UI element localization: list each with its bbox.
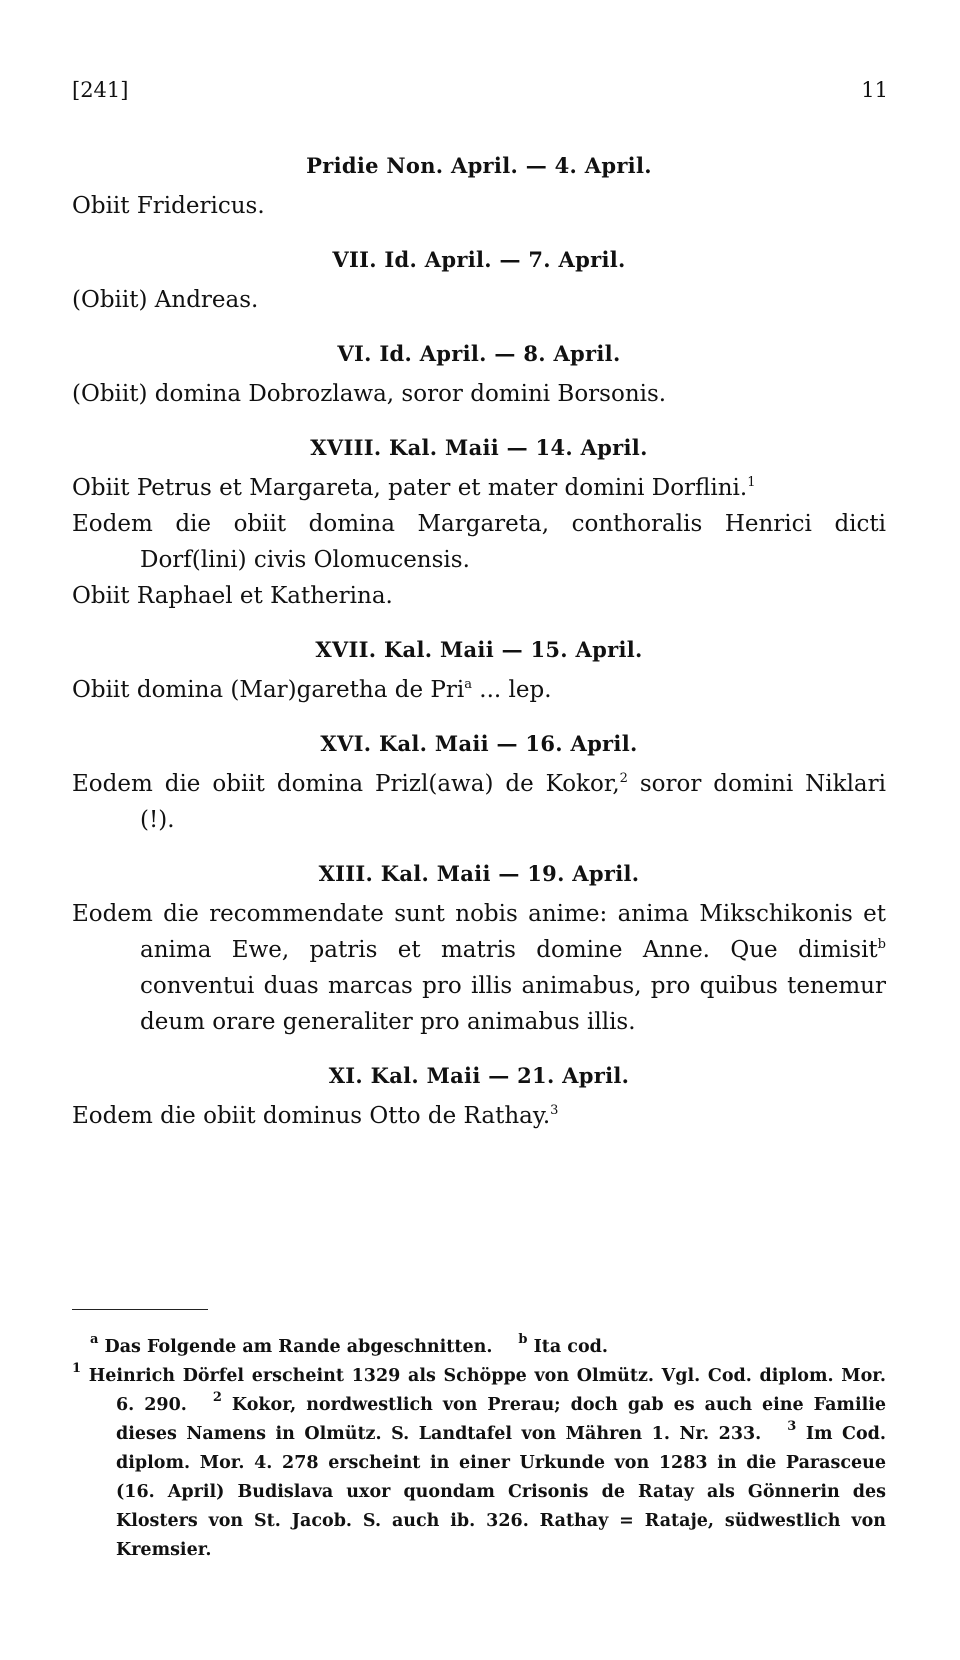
entry-line [72,1098,886,1134]
date-heading: XI. Kal. Maii — 21. April. [328,1063,630,1088]
entry-16-april [72,726,886,838]
entry-7-april [72,242,886,318]
footnote-mark: a [90,1332,99,1347]
entry-line: (Obiit) Andreas. [72,287,259,313]
footnotes [72,1333,886,1565]
entry-14-april [72,430,886,614]
entry-line [72,672,886,708]
entry-19-april [72,856,886,1040]
entry-21-april [72,1058,886,1134]
date-heading: XVI. Kal. Maii — 16. April. [320,731,638,756]
footnote-text: Ita cod. [533,1337,608,1357]
footnote-ref: a [464,677,472,692]
entry-text: Obiit domina (Mar)garetha de Pri [72,677,465,703]
footnote-rule [72,1309,208,1310]
date-heading: XIII. Kal. Maii — 19. April. [318,861,640,886]
entry-text: Eodem die recommendate sunt nobis anime: anima Mikschikonis et anima Ewe, patris et matris domine Anne. Que dimisit [72,901,886,963]
entry-4-april [72,148,886,224]
footnote-mark: 3 [787,1419,797,1434]
entry-line: Obiit Fridericus. [72,193,265,219]
entry-8-april [72,336,886,412]
entry-line: Eodem die obiit domina Margareta, conthoralis Henrici dicti Dorf(lini) civis Olomucensis. [72,511,886,573]
date-heading: XVII. Kal. Maii — 15. April. [315,637,643,662]
footnote-ref: 3 [550,1103,559,1118]
footnote-mark: b [518,1332,528,1347]
page-reference: [241] [72,78,129,102]
entry-line: (Obiit) domina Dobrozlawa, soror domini Borsonis. [72,381,667,407]
footnote-numbers [72,1362,886,1565]
page-number: 11 [861,78,888,102]
entry-text: ... lep. [479,677,552,703]
footnote-ref: 1 [747,475,756,490]
footnote-text: Das Folgende am Rande abgeschnitten. [104,1337,493,1357]
footnote-letters [72,1333,886,1362]
footnote-ref: b [877,937,886,952]
entry-text: conventui duas marcas pro illis animabus, pro quibus tenemur deum orare generaliter pro animabus illis. [140,973,886,1035]
footnote-ref: 2 [619,771,628,786]
footnote-mark: 2 [212,1390,222,1405]
entry-text: Eodem die obiit domina Prizl(awa) de Kokor, [72,771,620,797]
entry-line [72,766,886,838]
footnote-text: Kokor, nordwestlich von Prerau; doch gab es auch eine Familie dieses Namens in Olmütz. S. Landtafel von Mähren 1. Nr. 233. [116,1395,887,1444]
date-heading: XVIII. Kal. Maii — 14. April. [310,435,648,460]
date-heading: Pridie Non. April. — 4. April. [306,153,652,178]
entry-text: soror domini Niklari (!). [140,771,886,833]
body-text [72,140,886,1152]
footnote-text: Heinrich Dörfel erscheint 1329 als Schöppe von Olmütz. Vgl. Cod. diplom. Mor. 6. 290. [88,1366,887,1415]
date-heading: VII. Id. April. — 7. April. [332,247,626,272]
date-heading: VI. Id. April. — 8. April. [337,341,621,366]
footnote-mark: 1 [72,1361,82,1376]
entry-text: Obiit Petrus et Margareta, pater et mater domini Dorflini. [72,475,748,501]
entry-15-april [72,632,886,708]
footnote-text: Im Cod. diplom. Mor. 4. 278 erscheint in einer Urkunde von 1283 in die Parasceue (16. April) Budislava uxor quondam Crisonis de Ratay als Gönnerin des Klosters von St. Jacob. S. auch ib. 326. Rathay = Rataje, südwestlich von Kremsier. [116,1424,886,1560]
entry-line: Obiit Raphael et Katherina. [72,583,393,609]
entry-text: Eodem die obiit dominus Otto de Rathay. [72,1103,551,1129]
entry-line [72,896,886,1040]
running-head [72,78,888,102]
entry-line [72,470,886,506]
